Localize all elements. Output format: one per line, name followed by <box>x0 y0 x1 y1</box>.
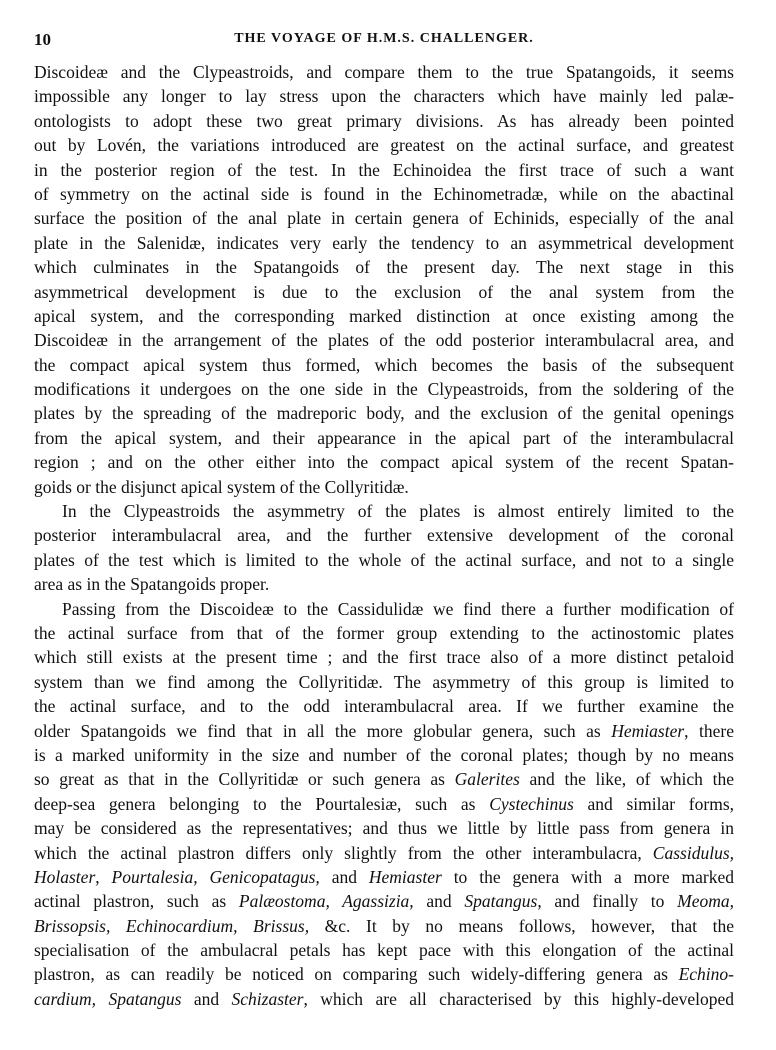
text-line <box>34 523 734 547</box>
body-text <box>34 60 734 1011</box>
text-segment: and the like, of which the <box>519 769 734 790</box>
text-line <box>34 499 734 523</box>
text-segment: which culminates in the Spatangoids of the present day. The next stage in this <box>34 257 734 278</box>
italic-genus-name: Pourtalesia, Genicopatagus, <box>111 866 320 887</box>
text-line <box>34 353 734 377</box>
text-line <box>34 865 734 889</box>
text-segment: in the posterior region of the test. In the Echinoidea the first trace of such a want <box>34 159 734 180</box>
text-segment: from the apical system, and their appearance in the apical part of the interambulacral <box>34 427 734 448</box>
text-segment: may be considered as the representatives; and thus we little by little pass from genera in <box>34 818 734 839</box>
text-line <box>34 938 734 962</box>
italic-genus-name: Holaster <box>34 866 96 887</box>
text-line <box>34 255 734 279</box>
text-segment: the actinal surface, and to the odd interambulacral area. If we further examine the <box>34 696 734 717</box>
text-segment: and <box>413 891 465 912</box>
italic-genus-name: Cassidulus, <box>652 842 734 863</box>
running-header <box>34 30 734 52</box>
text-segment: surface the position of the anal plate in certain genera of Echinids, especially of the anal <box>34 208 734 229</box>
text-line <box>34 914 734 938</box>
text-segment: apical system, and the corresponding marked distinction at once existing among the <box>34 305 734 326</box>
running-title: THE VOYAGE OF H.M.S. CHALLENGER. <box>234 31 534 46</box>
text-line <box>34 280 734 304</box>
text-segment: of symmetry on the actinal side is found in the Echinometradæ, while on the abactinal <box>34 183 734 204</box>
text-segment: asymmetrical development is due to the exclusion of the anal system from the <box>34 281 734 302</box>
text-segment: to the genera with a more marked <box>441 866 735 887</box>
text-line <box>34 597 734 621</box>
page-number: 10 <box>34 30 51 49</box>
text-line <box>34 109 734 133</box>
text-segment: goids or the disjunct apical system of the Collyritidæ. <box>34 476 409 497</box>
text-line <box>34 889 734 913</box>
text-line <box>34 475 734 499</box>
text-segment: and <box>319 866 369 887</box>
text-line <box>34 816 734 840</box>
text-segment: modifications it undergoes on the one side in the Clypeastroids, from the soldering of the <box>34 379 734 400</box>
text-segment: impossible any longer to lay stress upon the characters which have mainly led palæ- <box>34 86 734 107</box>
text-line <box>34 962 734 986</box>
text-segment: plates by the spreading of the madreporic body, and the exclusion of the genital openings <box>34 403 734 424</box>
text-segment: region ; and on the other either into the compact apical system of the recent Spatan- <box>34 452 734 473</box>
italic-genus-name: cardium, Spatangus <box>34 988 182 1009</box>
text-line <box>34 694 734 718</box>
text-segment: deep-sea genera belonging to the Pourtalesiæ, such as <box>34 793 490 814</box>
italic-genus-name: Palæostoma, Agassizia, <box>238 891 414 912</box>
text-segment: In the Clypeastroids the asymmetry of the plates is almost entirely limited to the <box>62 501 734 522</box>
text-line <box>34 426 734 450</box>
text-line <box>34 767 734 791</box>
italic-genus-name: Hemiaster <box>611 720 685 741</box>
text-segment: , which are all characterised by this highly-developed <box>303 988 734 1009</box>
italic-genus-name: Schizaster <box>231 988 304 1009</box>
text-segment: specialisation of the ambulacral petals has kept pace with this elongation of the actinal <box>34 940 734 961</box>
italic-genus-name: Galerites <box>454 769 520 790</box>
text-line <box>34 158 734 182</box>
italic-genus-name: Echino- <box>678 964 734 985</box>
text-segment: and similar forms, <box>573 793 735 814</box>
text-segment: older Spatangoids we find that in all the more globular genera, such as <box>34 720 612 741</box>
text-line <box>34 621 734 645</box>
text-segment: ontologists to adopt these two great primary divisions. As has already been pointed <box>34 110 734 131</box>
text-line <box>34 841 734 865</box>
text-segment: out by Lovén, the variations introduced are greatest on the actinal surface, and greatest <box>34 135 734 156</box>
text-line <box>34 645 734 669</box>
text-line <box>34 987 734 1011</box>
italic-genus-name: Cystechinus <box>489 793 574 814</box>
text-line <box>34 84 734 108</box>
text-segment: Discoideæ in the arrangement of the plates of the odd posterior interambulacral area, and <box>34 330 734 351</box>
italic-genus-name: Brissopsis, Echinocardium, Brissus, <box>34 915 310 936</box>
text-line <box>34 206 734 230</box>
text-segment: , there <box>684 720 735 741</box>
text-line <box>34 304 734 328</box>
text-segment: plate in the Salenidæ, indicates very early the tendency to an asymmetrical development <box>34 232 734 253</box>
text-line <box>34 572 734 596</box>
italic-genus-name: Spatangus <box>464 891 538 912</box>
text-segment: , and finally to <box>537 891 678 912</box>
text-line <box>34 792 734 816</box>
text-line <box>34 548 734 572</box>
text-segment: so great as that in the Collyritidæ or such genera as <box>34 769 455 790</box>
text-segment: the actinal surface from that of the former group extending to the actinostomic plates <box>34 622 734 643</box>
text-segment: , <box>95 866 112 887</box>
text-segment: Passing from the Discoideæ to the Cassidulidæ we find there a further modification of <box>62 598 734 619</box>
text-line <box>34 743 734 767</box>
text-segment: plates of the test which is limited to the whole of the actinal surface, and not to a single <box>34 549 734 570</box>
text-line <box>34 401 734 425</box>
text-segment: actinal plastron, such as <box>34 891 239 912</box>
text-line <box>34 377 734 401</box>
text-segment: and <box>181 988 232 1009</box>
text-segment: Discoideæ and the Clypeastroids, and compare them to the true Spatangoids, it seems <box>34 62 734 82</box>
text-line <box>34 450 734 474</box>
text-segment: plastron, as can readily be noticed on comparing such widely-differing genera as <box>34 964 679 985</box>
text-segment: which the actinal plastron differs only slightly from the other interambulacra, <box>34 842 653 863</box>
text-line <box>34 60 734 84</box>
text-line <box>34 182 734 206</box>
text-segment: the compact apical system thus formed, which becomes the basis of the subsequent <box>34 354 734 375</box>
text-segment: system than we find among the Collyritidæ. The asymmetry of this group is limited to <box>34 671 734 692</box>
text-segment: &c. It by no means follows, however, that the <box>309 915 734 936</box>
italic-genus-name: Meoma, <box>677 891 734 912</box>
text-line <box>34 328 734 352</box>
text-line <box>34 670 734 694</box>
text-line <box>34 719 734 743</box>
text-line <box>34 133 734 157</box>
text-segment: area as in the Spatangoids proper. <box>34 574 270 595</box>
text-segment: posterior interambulacral area, and the further extensive development of the coronal <box>34 525 734 546</box>
italic-genus-name: Hemiaster <box>368 866 442 887</box>
text-segment: is a marked uniformity in the size and number of the coronal plates; though by no means <box>34 744 734 765</box>
text-line <box>34 231 734 255</box>
text-segment: which still exists at the present time ; and the first trace also of a more distinct petaloid <box>34 647 734 668</box>
